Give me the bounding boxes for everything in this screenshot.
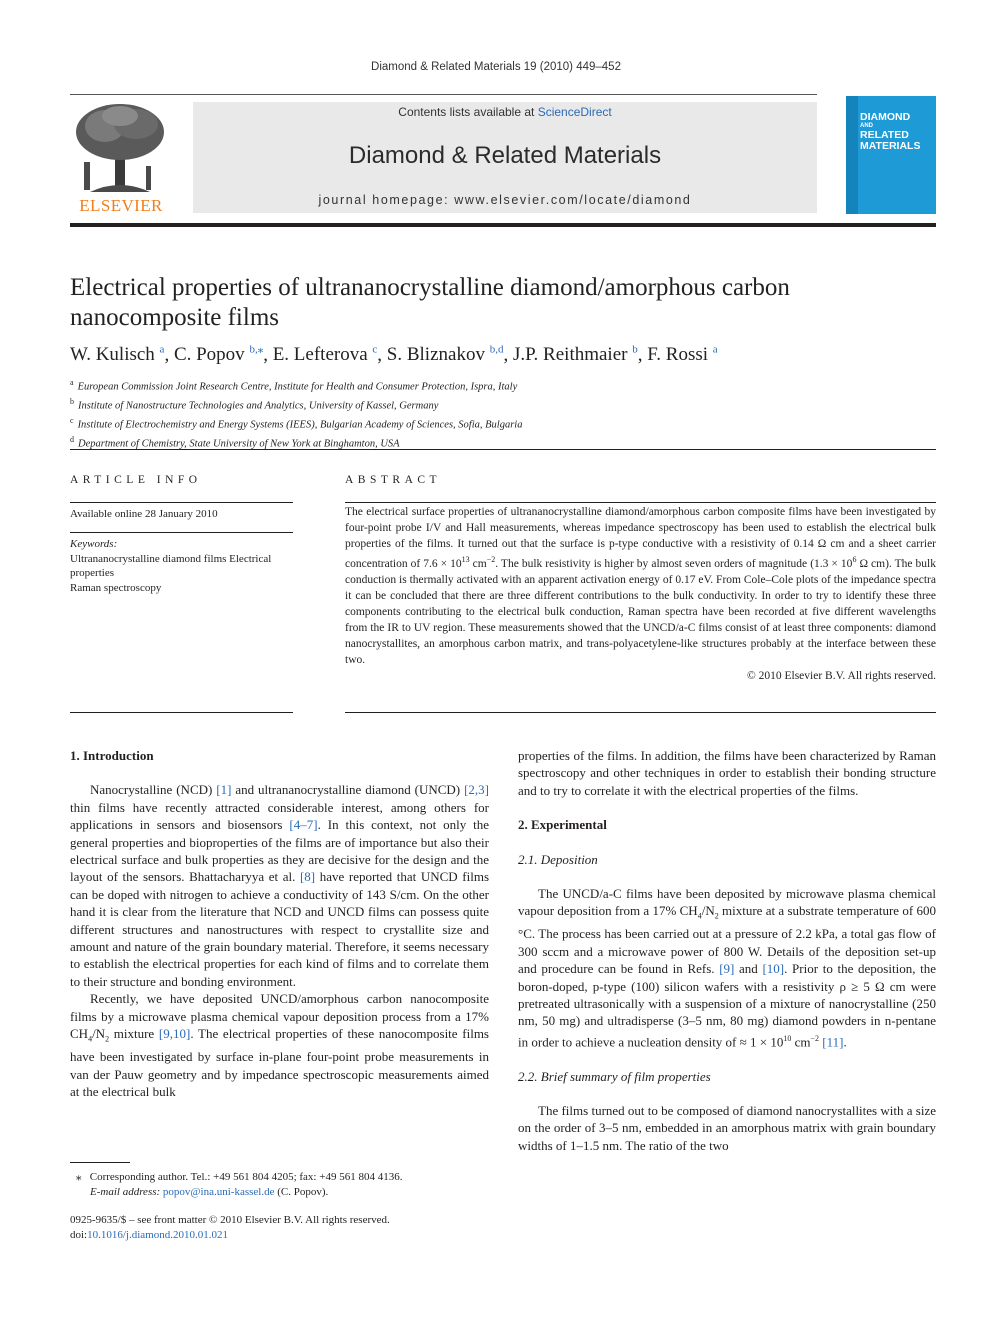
author[interactable]: J.P. Reithmaier $^b$ — [512, 344, 638, 366]
paragraph: The films turned out to be composed of diamond nanocrystallites with a size on the order of 3–5 nm, embedded in an amorphous matrix with grain boundary widths of 1–1.5 nm. The ratio of the two — [518, 1103, 936, 1153]
left-column — [70, 747, 489, 1100]
paragraph: Recently, we have deposited UNCD/amorphous carbon nanocomposite films by a microwave plasma chemical vapour deposition process from a 17% $CH_4/N_2$ mixture [9,10]. The electrical properties of these nanocomposite films have been investigated by surface in-plane four-point probe measurements in van der Pauw geometry and by impedance spectroscopic measurements aimed at the electrical bulk — [70, 991, 489, 1099]
copyright-line: © 2010 Elsevier B.V. All rights reserved. — [747, 669, 936, 682]
journal-cover-band — [846, 96, 858, 214]
issn-line: 0925-9635/$ – see front matter © 2010 Elsevier B.V. All rights reserved. — [70, 1214, 390, 1226]
abstract-rule — [345, 502, 936, 503]
author[interactable]: E. Lefterova $^c$ — [272, 344, 378, 366]
article-title: Electrical properties of ultrananocrystalline diamond/amorphous carbon nanocomposite films — [70, 274, 790, 331]
reference-link[interactable]: [1] — [216, 782, 232, 798]
header-rule — [70, 94, 817, 95]
author[interactable]: W. Kulisch $^a$ — [70, 344, 165, 366]
reference-link[interactable]: [11] — [822, 1034, 844, 1050]
subsection-heading: 2.2. Brief summary of film properties — [518, 1068, 711, 1084]
affiliation: $^a$ European Commission Joint Research Centre, Institute for Health and Consumer Protection, Ispra, Italy — [70, 378, 518, 393]
right-column — [518, 747, 936, 1154]
section-heading: 1. Introduction — [70, 748, 154, 763]
author[interactable]: F. Rossi $^a$ — [647, 344, 718, 366]
footnote-rule — [70, 1162, 130, 1163]
author-list: W. Kulisch $^a$, C. Popov $^{b,⁎}$, E. Lefterova $^c$, S. Bliznakov $^{b,d}$, J.P. Reithmaier $^b$, F. Rossi $^a$ — [70, 344, 718, 366]
author[interactable]: S. Bliznakov $^{b,d}$ — [386, 344, 504, 366]
affiliation: $^b$ Institute of Nanostructure Technologies and Analytics, University of Kassel, Germany — [70, 397, 439, 412]
sciencedirect-link[interactable]: ScienceDirect — [537, 105, 612, 119]
author[interactable]: C. Popov $^{b,⁎}$ — [173, 344, 264, 366]
publisher-name: ELSEVIER — [79, 196, 163, 215]
abstract-text: The electrical surface properties of ultrananocrystalline diamond/amorphous carbon composite films have been investigated by four-point probe I/V and Hall measurements, whereas impedance spectroscopy has been used to establish the electrical bulk properties of the films. It turned out that the surface is p-type conductive with a resistivity of 0.14 Ω cm and a sheet carrier concentration of $7.6 \times 10^{13}$ $cm^{-2}$. The bulk resistivity is higher by almost seven orders of magnitude ($1.3 \times 10^6$ Ω cm). The bulk conduction is thermally activated with an apparent activation energy of 0.17 eV. From Cole–Cole plots of the impedance spectra it can be concluded that there are three different contributions to the bulk conductivity. In order to try to identify these three components contributing to the electrical bulk conduction, Raman spectra have been recorded at five different wavelengths from the IR to UV region. These measurements showed that the UNCD/a-C films consist of at least three components: diamond nanocrystallites, an amorphous carbon matrix, and trans-polyacetylene-like structures probably at the interface between these two. © 2010 Elsevier B.V. All rights reserved. — [345, 506, 936, 682]
paragraph: The UNCD/a-C films have been deposited by microwave plasma chemical vapour deposition from a 17% $CH_4/N_2$ mixture at a substrate temperature of 600 °C. The process has been carried out at a pressure of 2.2 kPa, a total gas flow of 300 sccm and a microwave power of 800 W. Details of the deposition set-up and procedure can be found in Refs. [9] and [10]. Prior to the deposition, the boron-doped, p-type (100) silicon wafers with a resistivity ρ ≥ 5 Ω cm were pretreated ultrasonically with a suspension of a mixture of nanocrystalline (250 nm, 50 mg) and ultradisperse (3–5 nm, 80 mg) diamond powders in n-pentane in order to achieve a nucleation density of ≈ $1 \times 10^{10}$ $cm^{-2}$ [11]. — [518, 886, 936, 1050]
corresponding-author-note: ⁎ Corresponding author. Tel.: +49 561 804 4205; fax: +49 561 804 4136. E-mail address: popov@ina.uni-kassel.de (C. Popov). — [76, 1171, 403, 1198]
journal-title: Diamond & Related Materials — [348, 142, 662, 169]
journal-citation: Diamond & Related Materials 19 (2010) 449–452 — [371, 61, 621, 73]
info-rule — [70, 532, 293, 533]
abstract-heading: ABSTRACT — [345, 474, 442, 486]
journal-cover-title: DIAMOND AND RELATED MATERIALS — [860, 111, 921, 152]
article-info-heading: ARTICLE INFO — [70, 474, 202, 486]
reference-link[interactable]: [9] — [719, 961, 735, 977]
affiliation-list — [70, 376, 930, 452]
section-rule — [70, 449, 936, 450]
affiliation: $^d$ Department of Chemistry, State University of New York at Binghamton, USA — [70, 435, 400, 450]
keyword: properties — [70, 567, 114, 579]
available-online: Available online 28 January 2010 — [70, 508, 218, 520]
abstract-rule — [345, 712, 936, 713]
affiliation: $^c$ Institute of Electrochemistry and Energy Systems (IEES), Bulgarian Academy of Sciences, Sofia, Bulgaria — [70, 416, 523, 431]
reference-link[interactable]: [9,10] — [158, 1026, 191, 1042]
header-thick-rule — [70, 223, 936, 227]
keyword: Ultrananocrystalline diamond films Electrical — [70, 552, 272, 565]
email-link[interactable]: popov@ina.uni-kassel.de — [162, 1186, 275, 1198]
info-rule — [70, 502, 293, 503]
doi-link[interactable]: 10.1016/j.diamond.2010.01.021 — [87, 1229, 228, 1241]
section-heading: 2. Experimental — [518, 817, 607, 833]
journal-homepage: journal homepage: www.elsevier.com/locate/diamond — [318, 193, 692, 207]
doi-line: doi:10.1016/j.diamond.2010.01.021 — [70, 1229, 228, 1241]
subsection-heading: 2.1. Deposition — [518, 851, 598, 867]
reference-link[interactable]: [2,3] — [464, 782, 489, 798]
reference-link[interactable]: [10] — [762, 961, 785, 977]
keyword: Raman spectroscopy — [70, 581, 162, 594]
contents-line: Contents lists available at ScienceDirect — [398, 105, 612, 119]
keywords: Keywords: Ultrananocrystalline diamond films Electrical properties Raman spectroscopy — [70, 537, 293, 595]
info-rule — [70, 712, 293, 713]
paragraph: Nanocrystalline (NCD) [1] and ultrananocrystalline diamond (UNCD) [2,3] thin films have recently attracted considerable interest, among others for applications in sensors and biosensors [4–7]. In this context, not only the general properties and bioproperties of the films are of importance but also their electrical surface and bulk properties as they are decisive for the design and the layout of the sensors. Bhattacharyya et al. [8] have reported that UNCD films can be doped with nitrogen to achieve a conductivity of 143 S/cm. On the other hand it is clear from the literature that NCD and UNCD films can possess quite different structures and nanostructures with respect to crystallite size and amount and nature of the grain boundary material. Therefore, it seems necessary to establish the electrical properties for each kind of films and to correlate them to their structure and bonding environment. — [70, 782, 489, 989]
reference-link[interactable]: [4–7] — [289, 817, 318, 833]
paragraph: properties of the films. In addition, the films have been characterized by Raman spectroscopy and other techniques in order to establish their bonding structure and to try to correlate it with the electrical properties of the films. — [518, 748, 936, 798]
reference-link[interactable]: [8] — [299, 869, 316, 885]
